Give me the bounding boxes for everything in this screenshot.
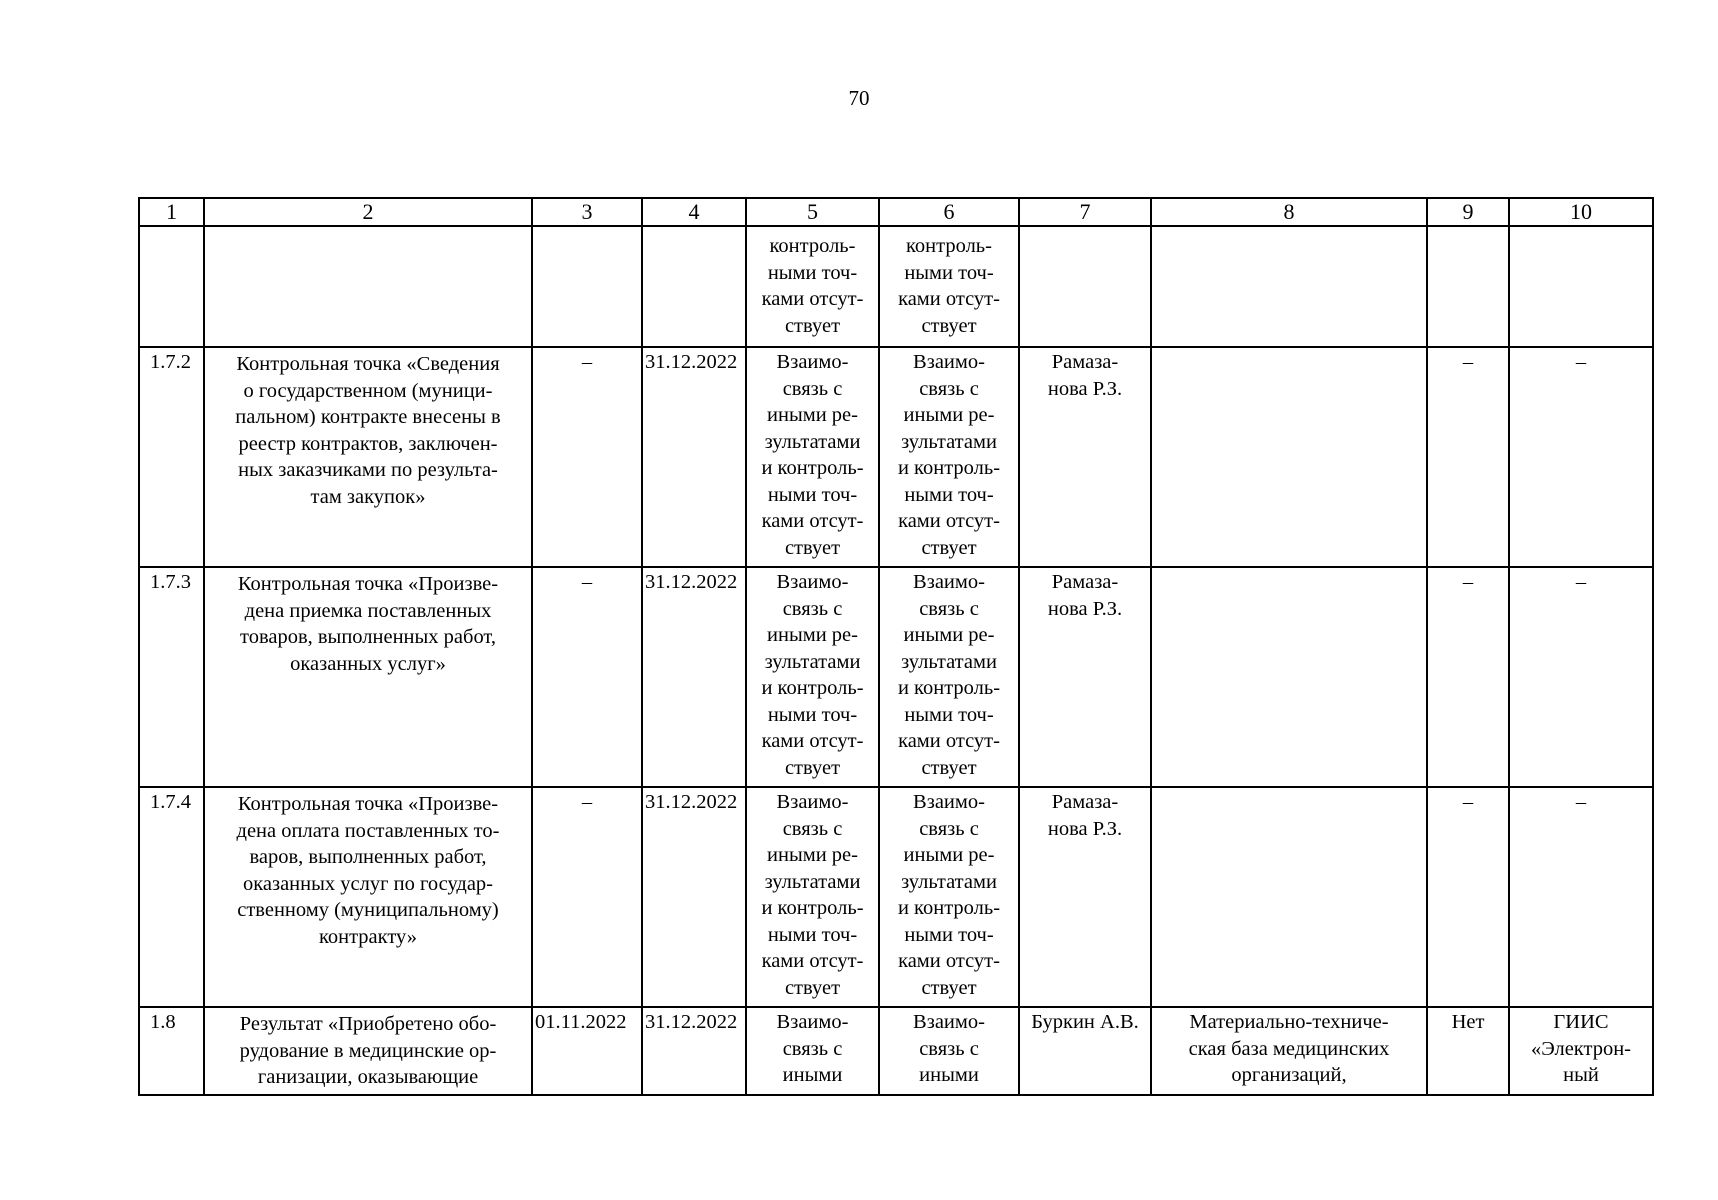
table-row <box>139 347 1653 567</box>
row-title <box>204 347 532 567</box>
text-line: Взаимо- <box>776 791 849 813</box>
text-line: иными <box>782 1064 843 1086</box>
table-row <box>139 567 1653 787</box>
col10-cell: – <box>1509 787 1653 1007</box>
text-line: связь с <box>782 1037 843 1060</box>
text-line: Буркин А.В. <box>1031 1011 1139 1033</box>
col10-cell: – <box>1509 567 1653 787</box>
text-line: зультатами <box>764 870 861 893</box>
text-line: Взаимо- <box>776 351 849 373</box>
empty-cell <box>532 226 642 347</box>
text-line: иными <box>919 1064 979 1086</box>
text-line: ками отсут- <box>761 288 864 310</box>
text-line: ками отсут- <box>761 730 864 752</box>
col10-cell: – <box>1509 347 1653 567</box>
row-number: 1.8 <box>139 1007 204 1095</box>
empty-cell <box>1509 226 1653 347</box>
text-line: Взаимо- <box>913 791 985 813</box>
col9-cell: – <box>1427 347 1509 567</box>
relation-cell <box>879 226 1019 347</box>
text-line: ками отсут- <box>898 510 1000 532</box>
text-line: ными точ- <box>904 703 994 726</box>
responsible-cell <box>1019 567 1151 787</box>
end-date-cell: 31.12.2022 <box>642 787 746 1007</box>
text-line: «Электрон- <box>1530 1037 1632 1060</box>
text-line: реестр контрактов, заключен- <box>238 432 498 455</box>
text-line: ками отсут- <box>898 288 1000 310</box>
text-line: ными точ- <box>767 483 858 506</box>
text-line: ствует <box>921 756 977 779</box>
text-line: зультатами <box>764 650 861 673</box>
plan-table <box>138 197 1654 1096</box>
text-line: ный <box>1563 1064 1599 1086</box>
text-line: Результат «Приобретено обо- <box>239 1013 497 1035</box>
continuation-row <box>139 226 1653 347</box>
text-line: иными ре- <box>903 624 995 646</box>
text-line: и контроль- <box>761 457 864 479</box>
text-line: зультатами <box>764 430 861 453</box>
empty-cell <box>204 226 532 347</box>
result-description-cell <box>1151 567 1427 787</box>
empty-cell <box>642 226 746 347</box>
text-line: иными ре- <box>767 404 858 426</box>
header-cell: 6 <box>879 198 1019 226</box>
text-line: ками отсут- <box>761 510 864 532</box>
text-line: ками отсут- <box>761 950 864 972</box>
relation-cell <box>746 226 879 347</box>
text-line: Взаимо- <box>913 571 985 593</box>
responsible-cell <box>1019 1007 1151 1095</box>
text-line: связь с <box>782 377 843 400</box>
row-title <box>204 1007 532 1095</box>
text-line: ными точ- <box>767 703 858 726</box>
text-line: связь с <box>782 817 843 840</box>
result-description-cell <box>1151 1007 1427 1095</box>
text-line: оказанных услуг» <box>290 652 446 675</box>
header-row <box>139 198 1653 226</box>
text-line: зультатами <box>901 870 997 893</box>
text-line: ствует <box>784 756 841 779</box>
text-line: Материально-техниче- <box>1189 1011 1389 1033</box>
text-line: иными ре- <box>903 404 995 426</box>
empty-cell <box>1427 226 1509 347</box>
row-number: 1.7.2 <box>139 347 204 567</box>
relation-cell <box>879 1007 1019 1095</box>
text-line: Взаимо- <box>776 571 849 593</box>
relation-cell <box>746 567 879 787</box>
text-line: Рамаза- <box>1051 351 1119 373</box>
header-cell: 10 <box>1509 198 1653 226</box>
text-line: Рамаза- <box>1051 571 1119 593</box>
relation-cell <box>746 347 879 567</box>
header-cell: 5 <box>746 198 879 226</box>
text-line: дена приемка поставленных <box>244 599 492 622</box>
text-line: связь с <box>919 1037 979 1060</box>
text-line: ками отсут- <box>898 730 1000 752</box>
text-line: связь с <box>919 377 979 400</box>
col9-cell: – <box>1427 787 1509 1007</box>
text-line: и контроль- <box>897 457 1001 479</box>
responsible-cell <box>1019 787 1151 1007</box>
text-line: ными точ- <box>904 923 994 946</box>
text-line: варов, выполненных работ, <box>249 846 487 868</box>
relation-cell <box>879 567 1019 787</box>
empty-cell <box>1151 226 1427 347</box>
header-cell: 4 <box>642 198 746 226</box>
text-line: ных заказчиками по результа- <box>238 459 498 481</box>
header-cell: 9 <box>1427 198 1509 226</box>
text-line: ствует <box>784 314 841 337</box>
row-number: 1.7.4 <box>139 787 204 1007</box>
text-line: связь с <box>919 817 979 840</box>
text-line: и контроль- <box>897 677 1001 699</box>
relation-cell <box>879 787 1019 1007</box>
text-line: связь с <box>782 597 843 620</box>
text-line: ганизации, оказывающие <box>257 1066 479 1088</box>
col10-cell <box>1509 1007 1653 1095</box>
text-line: ственному (муниципальному) <box>237 899 499 921</box>
page-number: 70 <box>848 86 870 110</box>
text-line: контроль- <box>769 235 856 257</box>
header-cell: 2 <box>204 198 532 226</box>
text-line: рудование в медицинские ор- <box>239 1039 497 1062</box>
empty-cell <box>1019 226 1151 347</box>
text-line: ными точ- <box>904 261 994 284</box>
responsible-cell <box>1019 347 1151 567</box>
text-line: Контрольная точка «Сведения <box>236 353 500 375</box>
text-line: контроль- <box>906 235 992 257</box>
result-description-cell <box>1151 347 1427 567</box>
text-line: организаций, <box>1231 1064 1347 1086</box>
text-line: иными ре- <box>767 844 858 866</box>
row-number: 1.7.3 <box>139 567 204 787</box>
text-line: оказанных услуг по государ- <box>242 872 494 895</box>
text-line: Контрольная точка «Произве- <box>237 793 499 815</box>
text-line: ская база медицинских <box>1188 1037 1390 1060</box>
text-line: там закупок» <box>310 485 426 508</box>
end-date-cell: 31.12.2022 <box>642 347 746 567</box>
relation-cell <box>746 1007 879 1095</box>
table-row <box>139 787 1653 1007</box>
text-line: иными ре- <box>903 844 995 866</box>
text-line: ками отсут- <box>898 950 1000 972</box>
text-line: связь с <box>919 597 979 620</box>
text-line: Взаимо- <box>913 1011 985 1033</box>
text-line: ГИИС <box>1553 1011 1609 1033</box>
text-line: Взаимо- <box>913 351 985 373</box>
text-line: Рамаза- <box>1051 791 1119 813</box>
text-line: и контроль- <box>761 897 864 919</box>
start-date-cell: – <box>532 787 642 1007</box>
text-line: ствует <box>784 536 841 559</box>
text-line: ствует <box>784 976 841 999</box>
text-line: зультатами <box>901 430 997 453</box>
end-date-cell: 31.12.2022 <box>642 1007 746 1095</box>
text-line: ствует <box>921 314 977 337</box>
table-row <box>139 1007 1653 1095</box>
start-date-cell: – <box>532 567 642 787</box>
start-date-cell: 01.11.2022 <box>532 1007 642 1095</box>
row-title <box>204 787 532 1007</box>
text-line: ствует <box>921 536 977 559</box>
text-line: Взаимо- <box>776 1011 849 1033</box>
result-description-cell <box>1151 787 1427 1007</box>
text-line: ными точ- <box>904 483 994 506</box>
text-line: зультатами <box>901 650 997 673</box>
text-line: пальном) контракте внесены в <box>235 406 501 428</box>
text-line: ствует <box>921 976 977 999</box>
header-cell: 8 <box>1151 198 1427 226</box>
text-line: и контроль- <box>897 897 1001 919</box>
header-cell: 3 <box>532 198 642 226</box>
col9-cell: – <box>1427 567 1509 787</box>
text-line: нова Р.З. <box>1047 597 1123 620</box>
header-cell: 1 <box>139 198 204 226</box>
text-line: дена оплата поставленных то- <box>236 819 500 842</box>
text-line: товаров, выполненных работ, <box>240 626 496 648</box>
text-line: о государственном (муници- <box>243 379 493 402</box>
text-line: контракту» <box>318 925 418 948</box>
text-line: ными точ- <box>767 923 858 946</box>
text-line: иными ре- <box>767 624 858 646</box>
text-line: нова Р.З. <box>1047 817 1123 840</box>
text-line: нова Р.З. <box>1047 377 1123 400</box>
col9-cell: Нет <box>1427 1007 1509 1095</box>
header-cell: 7 <box>1019 198 1151 226</box>
text-line: и контроль- <box>761 677 864 699</box>
row-title <box>204 567 532 787</box>
start-date-cell: – <box>532 347 642 567</box>
relation-cell <box>879 347 1019 567</box>
relation-cell <box>746 787 879 1007</box>
end-date-cell: 31.12.2022 <box>642 567 746 787</box>
text-line: Контрольная точка «Произве- <box>237 573 499 595</box>
text-line: ными точ- <box>767 261 858 284</box>
empty-cell <box>139 226 204 347</box>
